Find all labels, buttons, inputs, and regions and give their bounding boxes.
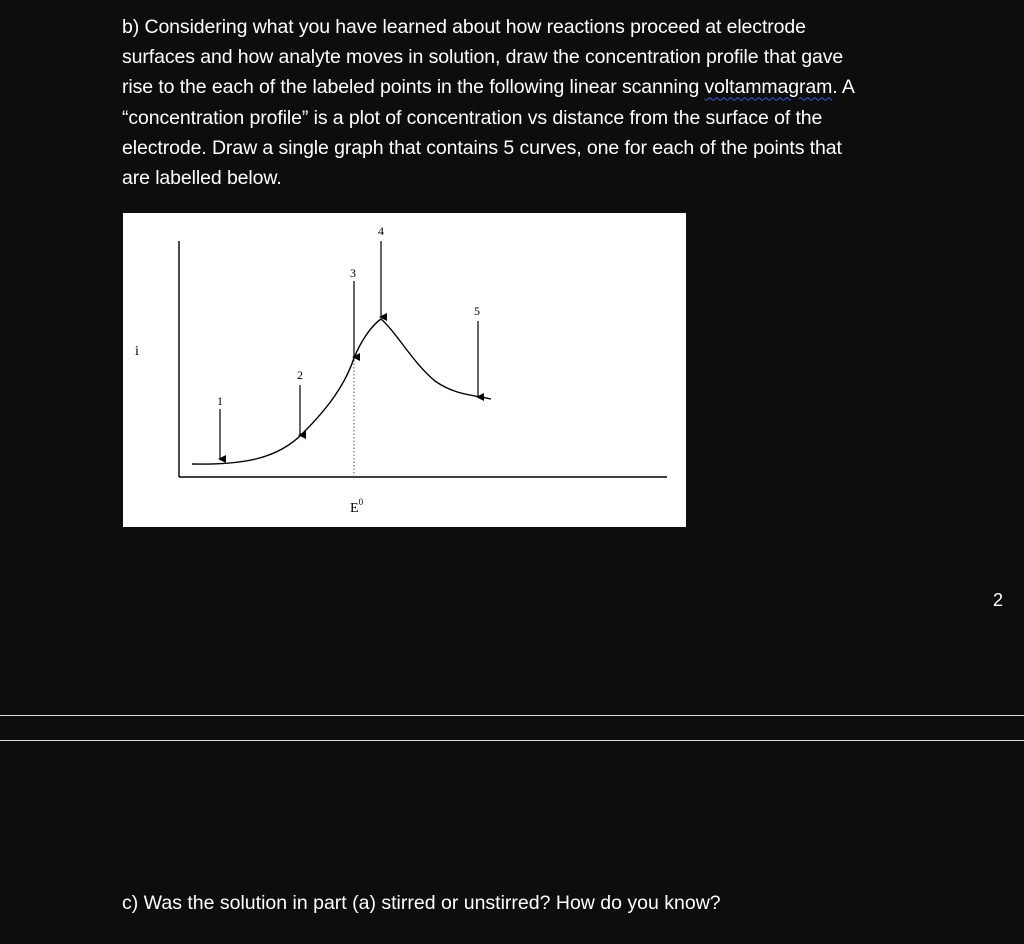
x-axis-label-e0	[350, 497, 364, 516]
point-label-2: 2	[297, 368, 303, 382]
question-b-line-5: electrode. Draw a single graph that contains 5 curves, one for each of the points that	[122, 136, 842, 159]
point-label-4: 4	[378, 224, 384, 238]
page-number: 2	[993, 590, 1004, 610]
question-b-line-3	[122, 72, 992, 102]
point-label-5: 5	[474, 304, 480, 318]
question-b-text	[122, 12, 992, 193]
misspelled-word: voltammagram	[704, 76, 833, 99]
x-axis-label-e: E	[350, 501, 359, 516]
voltammogram-curve	[192, 319, 491, 464]
question-b-line-4: “concentration profile” is a plot of concentration vs distance from the surface of the	[122, 106, 823, 129]
divider-top	[0, 715, 1024, 716]
question-b-line-3-end: . A	[832, 76, 855, 99]
question-b-line-6: are labelled below.	[122, 167, 282, 190]
question-b-line-2: surfaces and how analyte moves in solution, draw the concentration profile that gave	[122, 46, 844, 69]
divider-bottom	[0, 740, 1024, 741]
question-c-text: c) Was the solution in part (a) stirred or unstirred? How do you know?	[122, 892, 721, 914]
voltammogram-figure	[123, 213, 686, 527]
y-axis-label: i	[135, 344, 139, 359]
x-axis-label-superscript: 0	[358, 497, 364, 507]
voltammogram-diagram	[123, 213, 686, 527]
point-label-1: 1	[217, 394, 223, 408]
point-label-3: 3	[350, 266, 356, 280]
question-b-line-3-start: rise to the each of the labeled points in the following linear scanning	[122, 76, 705, 99]
question-b-line-1: b) Considering what you have learned about how reactions proceed at electrode	[122, 16, 806, 38]
